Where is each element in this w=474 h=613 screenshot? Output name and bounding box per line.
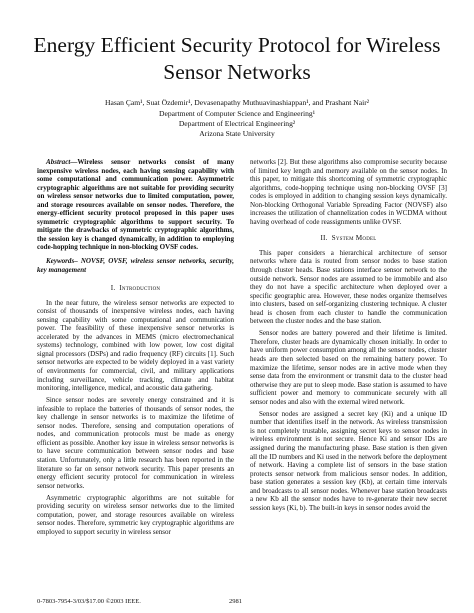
abstract-label: Abstract (46, 158, 71, 166)
left-column (37, 158, 234, 540)
affiliation-2: Department of Electrical Engineering² (178, 119, 296, 128)
section-title: System Model (331, 234, 377, 243)
paper-title: Energy Efficient Security Protocol for Wireless Sensor Networks (33, 33, 441, 84)
section-heading-introduction (37, 284, 234, 293)
keywords (37, 257, 234, 274)
system-paragraph-3: Sensor nodes are assigned a secret key (Ki) and a unique ID number that identifies itself in the network. As wireless transmission is not completely trustable, assigning secret keys to sensor nodes in wireless environment is not secure. Hence Ki and sensor IDs are assigned during the manufacturing phase. Base station is then given all the ID numbers and Ki used in the network before the deployment of network. Having a complete list of sensors in the base station protects sensor network from malicious sensor nodes. In addition, base station generates a session key (Kb), at certain time intervals and broadcasts to all sensor nodes. Whenever base station broadcasts a new Kb all the sensor nodes have to re-generate their new secret session keys (Ki, b). The built-in keys in sensor nodes avoid the (250, 409, 447, 512)
section-title: Introduction (119, 284, 161, 293)
page-number: 2981 (229, 598, 242, 605)
keywords-label: Keywords (46, 257, 75, 266)
right-column (250, 158, 447, 516)
intro-continuation: networks [2]. But these algorithms also compromise security because of limited key length and memory available on the sensor nodes. In this paper, to mitigate this shortcoming of symmetric cryptographic algorithms, code-hopping technique using non-blocking OVSF [3] codes is employed in addition to changing session keys dynamically. Non-blocking Orthogonal Variable Spreading Factor (NOVSF) also increases the utilization of channelization codes in WCDMA without having overhead of code reassignments unlike OVSF. (250, 158, 447, 226)
intro-paragraph-3: Asymmetric cryptographic algorithms are not suitable for providing security on wireless sensor networks due to the limited computation, power, and storage resources available on wireless sensor nodes. Therefore, symmetric key cryptographic algorithms are employed to support security in wireless sensor (37, 493, 234, 536)
author-list: Hasan Çam¹, Suat Özdemir¹, Devasenapathy Muthuavinashiappan¹, and Prashant Nair² (104, 98, 370, 107)
copyright-footer: 0-7803-7954-3/03/$17.00 ©2003 IEEE. (37, 598, 141, 605)
affiliation-1: Department of Computer Science and Engineering¹ (159, 109, 315, 118)
keywords-text: – NOVSF, OVSF, wireless sensor networks, security, key management (37, 257, 234, 274)
intro-paragraph-1: In the near future, the wireless sensor networks are expected to consist of thousands of inexpensive wireless nodes, each having sensing capability with some computational and communication power. The feasibility of these inexpensive sensor networks is accelerated by the advances in MEMS (micro electromechanical systems) technology, combined with low power, low cost digital signal processors (DSPs) and radio frequency (RF) circuits [1]. Such sensor networks are expected to be widely deployed in a vast variety of environments for commercial, civil, and military applications including surveillance, vehicle tracking, climate and habitat monitoring, intelligence, medical, and acoustic data gathering. (37, 298, 234, 393)
author-block (20, 98, 454, 139)
section-heading-system-model (250, 234, 447, 243)
abstract-text: —Wireless sensor networks consist of many inexpensive wireless nodes, each having sensing capability with some computational and communication power. Asymmetric cryptographic algorithms are not suitable for providing security on wireless sensor networks due to limited computation, power, and storage resources available on sensor nodes. Therefore, the energy-efficient security protocol proposed in this paper uses symmetric cryptographic algorithms to support security. To mitigate the drawbacks of symmetric cryptographic algorithms, the session key is changed dynamically, in addition to employing code-hopping technique in non-blocking OVSF codes. (37, 158, 234, 252)
section-number: II. (320, 234, 328, 243)
affiliation-3: Arizona State University (199, 129, 275, 138)
system-paragraph-2: Sensor nodes are battery powered and their lifetime is limited. Therefore, cluster heads are dynamically chosen initially. In order to have uniform power consumption among all the sensor nodes, cluster heads are then selected based on the remaining battery power. To maximize the lifetime, sensor nodes are in active mode when they sense data from the environment or transmit data to the cluster head otherwise they are put to sleep mode. Base station is assumed to have sufficient power and memory to communicate securely with all sensor nodes and also with the external wired network. (250, 329, 447, 406)
abstract (37, 158, 234, 252)
intro-paragraph-2: Since sensor nodes are severely energy constrained and it is infeasible to replace the batteries of thousands of sensor nodes, the key challenge in sensor networks is to maximize the lifetime of sensor nodes. Therefore, sensing and computation operations of nodes, and communication protocols must be made as energy efficient as possible. Another key issue in wireless sensor networks is to have secure communication between sensor nodes and base station. Unfortunately, only a little research has been reported in the literature so far on sensor network security. This paper presents an energy efficient security protocol for communication in wireless sensor networks. (37, 396, 234, 490)
system-paragraph-1: This paper considers a hierarchical architecture of sensor networks where data is routed from sensor nodes to base station through cluster heads. Base stations interface sensor network to the outside network. Sensor nodes are assumed to be immobile and also they do not have a specific architecture when deployed over a specific geographic area. However, these nodes organize themselves into clusters, based on self-organizing clustering technique. A cluster head is chosen from each cluster to handle the communication between the cluster nodes and the base station. (250, 248, 447, 326)
section-number: I. (110, 284, 116, 293)
